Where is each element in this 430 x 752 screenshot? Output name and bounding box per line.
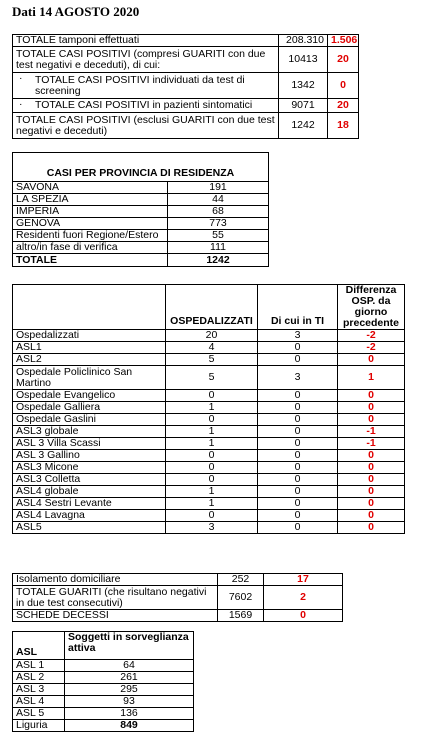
hospital-diff: 1 (338, 366, 405, 390)
table-header-row (13, 632, 194, 660)
summary-delta: 18 (328, 113, 359, 139)
table-row (13, 474, 405, 486)
hospital-osp: 5 (166, 366, 258, 390)
hospital-diff: 0 (338, 450, 405, 462)
hospital-osp: 1 (166, 402, 258, 414)
table-row (13, 696, 194, 708)
table-row (13, 510, 405, 522)
table-row (13, 610, 343, 622)
hospital-osp: 1 (166, 426, 258, 438)
surveillance-value: 295 (65, 684, 194, 696)
summary-delta: 1.506 (328, 35, 359, 47)
hospital-osp: 3 (166, 522, 258, 534)
summary-label: TOTALE CASI POSITIVI (compresi GUARITI con due test negativi e deceduti), di cui: (13, 47, 279, 73)
isolation-value: 1569 (218, 610, 264, 622)
table-row (13, 708, 194, 720)
hospital-name: Ospedalizzati (13, 330, 166, 342)
province-table (12, 152, 269, 267)
table-row (13, 438, 405, 450)
hospital-osp: 1 (166, 486, 258, 498)
surveillance-value: 261 (65, 672, 194, 684)
surveillance-header-value: Soggetti in sorveglianza attiva (65, 632, 194, 660)
surveillance-value: 93 (65, 696, 194, 708)
hospital-diff: 0 (338, 510, 405, 522)
province-name: Residenti fuori Regione/Estero (13, 230, 168, 242)
hospital-diff: -1 (338, 438, 405, 450)
hospital-diff: 0 (338, 498, 405, 510)
summary-label: · TOTALE CASI POSITIVI in pazienti sintomatici (13, 99, 279, 113)
table-row (13, 574, 343, 586)
hospital-diff: 0 (338, 474, 405, 486)
hospital-name: ASL 3 Gallino (13, 450, 166, 462)
province-name: IMPERIA (13, 206, 168, 218)
isolation-delta: 2 (264, 586, 343, 610)
hospital-diff: 0 (338, 390, 405, 402)
table-row (13, 366, 405, 390)
hospital-ti: 0 (258, 438, 338, 450)
province-name: LA SPEZIA (13, 194, 168, 206)
table-row (13, 218, 269, 230)
hospital-name: Ospedale Evangelico (13, 390, 166, 402)
hospital-diff: 0 (338, 402, 405, 414)
table-header-row (13, 285, 405, 330)
hospital-osp: 1 (166, 498, 258, 510)
table-row (13, 462, 405, 474)
hospital-osp: 4 (166, 342, 258, 354)
table-row (13, 414, 405, 426)
hospital-name: ASL3 Colletta (13, 474, 166, 486)
hospital-ti: 0 (258, 462, 338, 474)
hospital-ti: 0 (258, 354, 338, 366)
table-row (13, 390, 405, 402)
hospital-diff: -2 (338, 342, 405, 354)
surveillance-total-value: 849 (65, 720, 194, 732)
table-row (13, 522, 405, 534)
hospital-name: ASL4 globale (13, 486, 166, 498)
surveillance-table (12, 631, 194, 732)
summary-delta: 20 (328, 47, 359, 73)
table-row (13, 660, 194, 672)
hospital-ti: 0 (258, 522, 338, 534)
summary-value: 1242 (279, 113, 328, 139)
hospital-ti: 0 (258, 390, 338, 402)
isolation-value: 252 (218, 574, 264, 586)
isolation-label: Isolamento domiciliare (13, 574, 218, 586)
hospital-diff: 0 (338, 462, 405, 474)
surveillance-asl: ASL 1 (13, 660, 65, 672)
hospital-osp: 1 (166, 438, 258, 450)
hospital-diff: 0 (338, 414, 405, 426)
isolation-table (12, 573, 343, 622)
summary-table (12, 34, 359, 139)
province-total-label: TOTALE (13, 254, 168, 267)
province-total-value: 1242 (168, 254, 269, 267)
surveillance-asl: ASL 2 (13, 672, 65, 684)
province-value: 773 (168, 218, 269, 230)
hospital-name: ASL1 (13, 342, 166, 354)
table-row (13, 586, 343, 610)
province-value: 191 (168, 182, 269, 194)
summary-delta: 0 (328, 73, 359, 99)
summary-label: · TOTALE CASI POSITIVI individuati da test di screening (13, 73, 279, 99)
summary-label: TOTALE CASI POSITIVI (esclusi GUARITI con due test negativi e deceduti) (13, 113, 279, 139)
hospital-name: Ospedale Gaslini (13, 414, 166, 426)
hospital-osp: 20 (166, 330, 258, 342)
hospital-name: Ospedale Policlinico San Martino (13, 366, 166, 390)
table-row (13, 486, 405, 498)
hospital-name: Ospedale Galliera (13, 402, 166, 414)
hospital-ti: 3 (258, 330, 338, 342)
surveillance-asl: ASL 4 (13, 696, 65, 708)
hospital-ti: 0 (258, 486, 338, 498)
hospital-table (12, 284, 405, 534)
page-title: Dati 14 AGOSTO 2020 (12, 4, 140, 19)
hospital-diff: -2 (338, 330, 405, 342)
table-row (13, 47, 359, 73)
summary-label: TOTALE tamponi effettuati (13, 35, 279, 47)
province-header: CASI PER PROVINCIA DI RESIDENZA (13, 153, 269, 182)
hospital-ti: 0 (258, 498, 338, 510)
table-row (13, 242, 269, 254)
table-row (13, 450, 405, 462)
table-row (13, 194, 269, 206)
isolation-label: SCHEDE DECESSI (13, 610, 218, 622)
hospital-ti: 3 (258, 366, 338, 390)
hospital-ti: 0 (258, 342, 338, 354)
surveillance-asl: ASL 5 (13, 708, 65, 720)
table-row (13, 73, 359, 99)
table-header-row (13, 153, 269, 182)
surveillance-value: 136 (65, 708, 194, 720)
table-row (13, 230, 269, 242)
hospital-osp: 0 (166, 450, 258, 462)
hospital-name: ASL 3 Villa Scassi (13, 438, 166, 450)
hospital-name: ASL4 Lavagna (13, 510, 166, 522)
bullet-icon: · (19, 98, 23, 110)
table-row (13, 342, 405, 354)
table-total-row (13, 254, 269, 267)
table-row (13, 426, 405, 438)
table-row (13, 182, 269, 194)
hospital-name: ASL3 globale (13, 426, 166, 438)
hospital-header-diff: Differenza OSP. da giorno precedente (338, 285, 405, 330)
summary-value: 208.310 (279, 35, 328, 47)
province-name: GENOVA (13, 218, 168, 230)
hospital-osp: 0 (166, 390, 258, 402)
hospital-name: ASL2 (13, 354, 166, 366)
table-row (13, 354, 405, 366)
hospital-ti: 0 (258, 474, 338, 486)
province-value: 68 (168, 206, 269, 218)
table-total-row (13, 720, 194, 732)
province-value: 111 (168, 242, 269, 254)
hospital-osp: 0 (166, 510, 258, 522)
hospital-diff: -1 (338, 426, 405, 438)
table-row (13, 498, 405, 510)
hospital-name: ASL5 (13, 522, 166, 534)
hospital-ti: 0 (258, 414, 338, 426)
hospital-name: ASL4 Sestri Levante (13, 498, 166, 510)
province-name: altro/in fase di verifica (13, 242, 168, 254)
isolation-value: 7602 (218, 586, 264, 610)
summary-delta: 20 (328, 99, 359, 113)
table-row (13, 672, 194, 684)
hospital-osp: 0 (166, 462, 258, 474)
table-row (13, 330, 405, 342)
hospital-osp: 0 (166, 414, 258, 426)
hospital-header-osp: OSPEDALIZZATI (166, 285, 258, 330)
hospital-header-empty (13, 285, 166, 330)
table-row (13, 684, 194, 696)
surveillance-header-asl: ASL (13, 632, 65, 660)
summary-value: 9071 (279, 99, 328, 113)
province-name: SAVONA (13, 182, 168, 194)
table-row (13, 113, 359, 139)
surveillance-total-label: Liguria (13, 720, 65, 732)
summary-value: 10413 (279, 47, 328, 73)
hospital-ti: 0 (258, 450, 338, 462)
province-value: 55 (168, 230, 269, 242)
surveillance-value: 64 (65, 660, 194, 672)
summary-value: 1342 (279, 73, 328, 99)
table-row (13, 402, 405, 414)
hospital-ti: 0 (258, 402, 338, 414)
bullet-icon: · (19, 72, 23, 84)
hospital-diff: 0 (338, 354, 405, 366)
hospital-diff: 0 (338, 522, 405, 534)
province-value: 44 (168, 194, 269, 206)
table-row (13, 206, 269, 218)
isolation-delta: 17 (264, 574, 343, 586)
surveillance-asl: ASL 3 (13, 684, 65, 696)
hospital-osp: 0 (166, 474, 258, 486)
table-row (13, 99, 359, 113)
hospital-header-ti: Di cui in TI (258, 285, 338, 330)
hospital-name: ASL3 Micone (13, 462, 166, 474)
hospital-ti: 0 (258, 426, 338, 438)
hospital-diff: 0 (338, 486, 405, 498)
isolation-delta: 0 (264, 610, 343, 622)
hospital-osp: 5 (166, 354, 258, 366)
hospital-ti: 0 (258, 510, 338, 522)
table-row (13, 35, 359, 47)
isolation-label: TOTALE GUARITI (che risultano negativi in due test consecutivi) (13, 586, 218, 610)
